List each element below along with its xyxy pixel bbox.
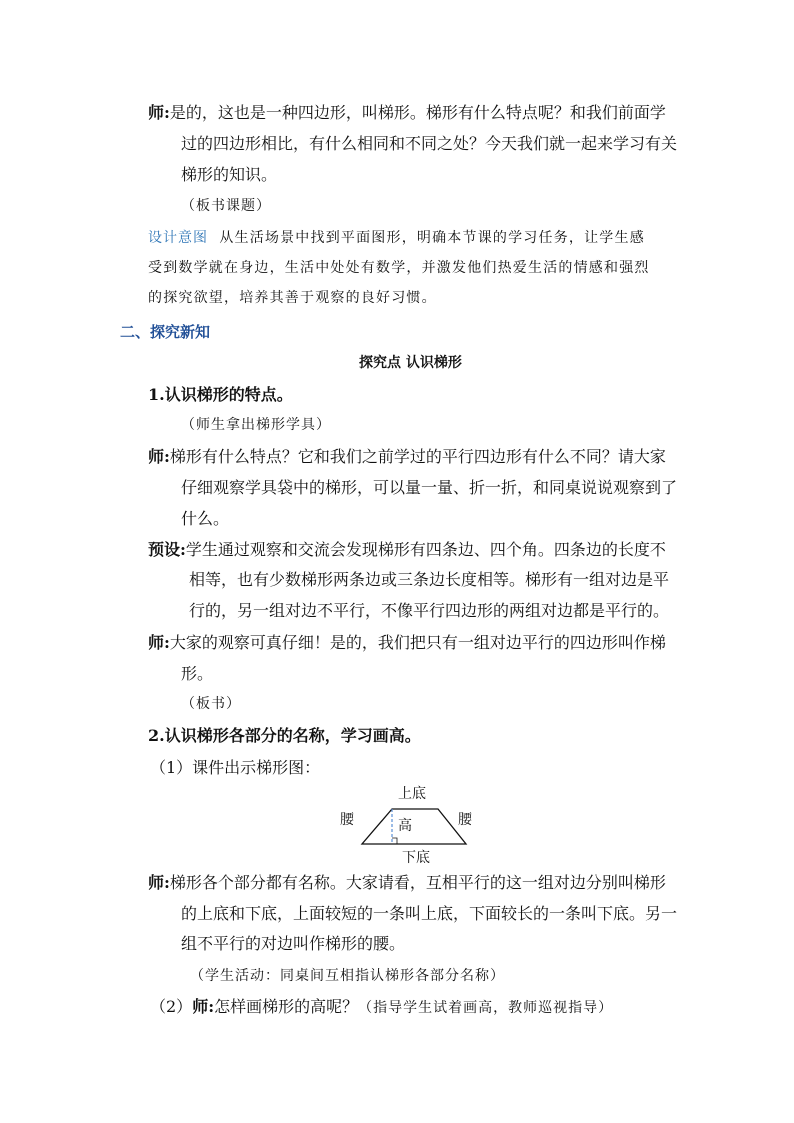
teacher-line <box>148 103 666 123</box>
label-left-leg: 腰 <box>340 812 354 828</box>
paragraph-text: 行的，另一组对边不平行，不像平行四边形的两组对边都是平行的。 <box>189 601 670 620</box>
section-heading: 二、探究新知 <box>120 323 211 341</box>
step-subheading <box>150 997 613 1018</box>
sub-title: 探究点 认识梯形 <box>359 355 462 371</box>
stage-note: （板书课题） <box>181 198 271 214</box>
design-intent-tag: 设计意图 <box>148 230 208 246</box>
paragraph-text: 相等，也有少数梯形两条边或三条边长度相等。梯形有一组对边是平 <box>189 570 670 589</box>
step-heading: 2.认识梯形各部分的名称，学习画高。 <box>148 726 421 745</box>
step-number: （2） <box>150 997 193 1016</box>
design-intent <box>148 228 645 248</box>
paragraph-text: 梯形的知识。 <box>181 165 278 184</box>
design-intent-text: 从生活场景中找到平面图形，明确本节课的学习任务，让学生感 <box>219 230 645 246</box>
stage-note: （师生拿出梯形学具） <box>181 417 331 433</box>
stage-note: （指导学生试着画高，教师巡视指导） <box>358 1000 614 1016</box>
paragraph-text: 什么。 <box>181 509 230 528</box>
paragraph-text: 梯形各个部分都有名称。大家请看，互相平行的这一组对边分别叫梯形 <box>169 873 666 892</box>
teacher-line <box>148 633 666 653</box>
speaker-label: 师: <box>192 997 215 1016</box>
right-angle-mark <box>392 838 397 844</box>
label-right-leg: 腰 <box>458 812 472 828</box>
speaker-label: 师: <box>148 447 170 466</box>
teacher-line <box>148 447 666 467</box>
speaker-label: 师: <box>148 633 170 652</box>
trapezoid-diagram <box>340 782 480 868</box>
label-height: 高 <box>398 818 412 834</box>
design-intent-text: 的探究欲望，培养其善于观察的良好习惯。 <box>148 290 437 306</box>
preset-line <box>148 540 666 560</box>
step-heading: 1.认识梯形的特点。 <box>148 385 293 404</box>
paragraph-text: 仔细观察学具袋中的梯形，可以量一量、折一折，和同桌说说观察到了 <box>181 478 678 497</box>
paragraph-text: 组不平行的对边叫作梯形的腰。 <box>181 934 406 953</box>
paragraph-text: 是的，这也是一种四边形，叫梯形。梯形有什么特点呢？和我们前面学 <box>169 103 666 122</box>
speaker-label: 师: <box>148 103 170 122</box>
stage-note: （学生活动：同桌间互相指认梯形各部分名称） <box>190 968 505 984</box>
speaker-label: 师: <box>148 873 170 892</box>
paragraph-text: 大家的观察可真仔细！是的，我们把只有一组对边平行的四边形叫作梯 <box>169 633 666 652</box>
paragraph-text: 学生通过观察和交流会发现梯形有四条边、四个角。四条边的长度不 <box>185 540 666 559</box>
step-subheading: （1）课件出示梯形图： <box>150 758 321 777</box>
paragraph-text: 的上底和下底，上面较短的一条叫上底，下面较长的一条叫下底。另一 <box>181 904 678 923</box>
design-intent-text: 受到数学就在身边，生活中处处有数学，并激发他们热爱生活的情感和强烈 <box>148 260 650 276</box>
label-bottom-base: 下底 <box>402 850 430 866</box>
trapezoid-shape <box>362 809 466 844</box>
label-top-base: 上底 <box>398 786 426 802</box>
speaker-label: 预设: <box>148 540 186 559</box>
paragraph-text: 形。 <box>181 664 214 683</box>
paragraph-text: 怎样画梯形的高呢？ <box>214 997 359 1016</box>
paragraph-text: 过的四边形相比，有什么相同和不同之处？今天我们就一起来学习有关 <box>181 134 678 153</box>
teacher-line <box>148 873 666 893</box>
stage-note: （板书） <box>181 696 241 712</box>
paragraph-text: 梯形有什么特点？它和我们之前学过的平行四边形有什么不同？请大家 <box>169 447 666 466</box>
